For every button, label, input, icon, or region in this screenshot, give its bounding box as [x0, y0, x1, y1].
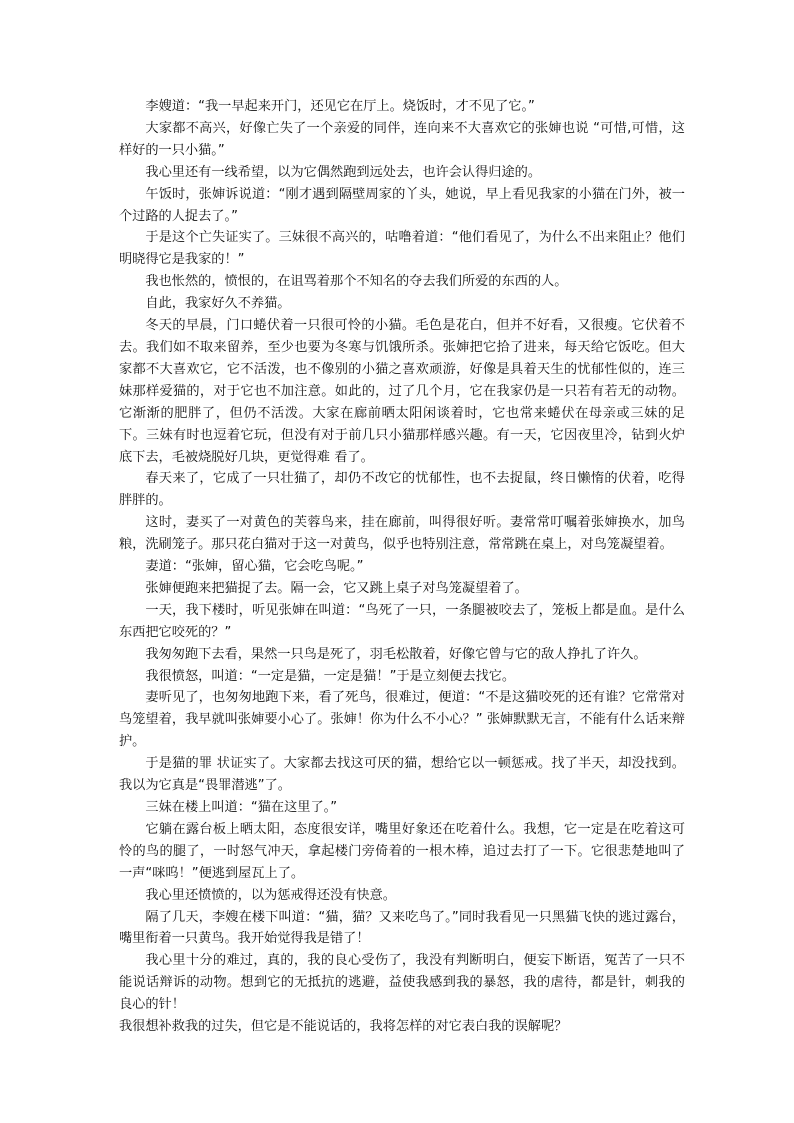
paragraph: 我也怅然的，愤恨的，在诅骂着那个不知名的夺去我们所爱的东西的人。: [145, 274, 568, 290]
paragraph: 冬天的早晨，门口蜷伏着一只很可怜的小猫。毛色是花白，但并不好看，又很瘦。它伏着不去。我们如不取来留养，至少也要为冬寒与饥饿所杀。张婶把它拾了进来，每天给它饭吃。但大家都不大喜欢它，它不活泼，也不像别的小猫之喜欢顽游，好像是具着天生的忧郁性似的，连三妹那样爱猫的，对于它也不加注意。如此的，过了几个月，它在我家仍是一只若有若无的动物。它渐渐的肥胖了，但仍不活泼。大家在廊前晒太阳闲谈着时，它也常来蜷伏在母亲或三妹的足下。三妹有时也逗着它玩，但没有对于前几只小猫那样感兴趣。有一天，它因夜里冷，钻到火炉底下去，毛被烧脱好几块，更觉得难 看了。: [119, 318, 685, 465]
paragraph: 于是猫的罪 状证实了。大家都去找这可厌的猫，想给它以一顿惩戒。找了半天，却没找到。我以为它真是“畏罪潜逃”了。: [119, 756, 685, 794]
paragraph: 它躺在露台板上晒太阳，态度很安详，嘴里好象还在吃着什么。我想，它一定是在吃着这可怜的鸟的腿了，一时怒气冲天，拿起楼门旁倚着的一根木棒，追过去打了一下。它很悲楚地叫了一声“咪呜！”便逃到屋瓦上了。: [119, 821, 685, 881]
paragraph: 李嫂道：“我一早起来开门，还见它在厅上。烧饭时，才不见了它。”: [145, 99, 535, 114]
paragraph: 我很想补救我的过失，但它是不能说话的，我将怎样的对它表白我的误解呢？: [119, 1019, 568, 1035]
paragraph: 大家都不高兴，好像亡失了一个亲爱的同伴，连向来不大喜欢它的张婶也说 “可惜,可惜，这样好的一只小猫。”: [119, 120, 685, 158]
paragraph: 张婶便跑来把猫捉了去。隔一会，它又跳上桌子对鸟笼凝望着了。: [145, 580, 528, 596]
paragraph: 春天来了，它成了一只壮猫了，却仍不改它的忧郁性，也不去捉鼠，终日懒惰的伏着，吃得胖胖的。: [119, 471, 685, 509]
document-page: [119, 96, 685, 1038]
paragraph: 这时，妻买了一对黄色的芙蓉鸟来，挂在廊前，叫得很好听。妻常常叮嘱着张婶换水，加鸟粮，洗刷笼子。那只花白猫对于这一对黄鸟，似乎也特别注意，常常跳在桌上，对鸟笼凝望着。: [119, 515, 685, 553]
paragraph: 我心里还愤愤的，以为惩戒得还没有快意。: [145, 887, 396, 903]
paragraph: 我匆匆跑下去看，果然一只鸟是死了，羽毛松散着，好像它曾与它的敌人挣扎了许久。: [145, 646, 647, 662]
paragraph: 我很愤怒，叫道：“一定是猫，一定是猫！”于是立刻便去找它。: [145, 668, 516, 684]
paragraph: 一天，我下楼时，听见张婶在叫道：“鸟死了一只，一条腿被咬去了，笼板上都是血。是什么东西把它咬死的？”: [119, 602, 685, 640]
paragraph: 三妹在楼上叫道：“猫在这里了。”: [145, 800, 338, 815]
paragraph: 自此，我家好久不养猫。: [145, 296, 291, 312]
paragraph: 我心里还有一线希望，以为它偶然跑到远处去，也许会认得归途的。: [145, 164, 542, 180]
paragraph: 午饭时，张婶诉说道：“刚才遇到隔壁周家的丫头，她说，早上看见我家的小猫在门外，被一个过路的人捉去了。”: [119, 186, 685, 224]
paragraph: 妻听见了，也匆匆地跑下来，看了死鸟，很难过，便道：“不是这猫咬死的还有谁？它常常对鸟笼望着，我早就叫张婶要小心了。张婶！你为什么不小心？” 张婶默默无言，不能有什么话来辩护。: [119, 690, 685, 750]
paragraph: 隔了几天，李嫂在楼下叫道：“猫，猫？又来吃鸟了。”同时我看见一只黑猫飞快的逃过露台，嘴里衔着一只黄鸟。我开始觉得我是错了！: [119, 909, 685, 947]
paragraph: 我心里十分的难过，真的，我的良心受伤了，我没有判断明白，便妄下断语，冤苦了一只不能说话辩诉的动物。想到它的无抵抗的逃避，益使我感到我的暴怒，我的虐待，都是针，刺我的良心的针！: [119, 953, 685, 1013]
paragraph: 于是这个亡失证实了。三妹很不高兴的，咕噜着道：“他们看见了，为什么不出来阻止？他们明晓得它是我家的！”: [119, 230, 685, 268]
paragraph: 妻道：“张婶，留心猫，它会吃鸟呢。”: [145, 559, 364, 575]
